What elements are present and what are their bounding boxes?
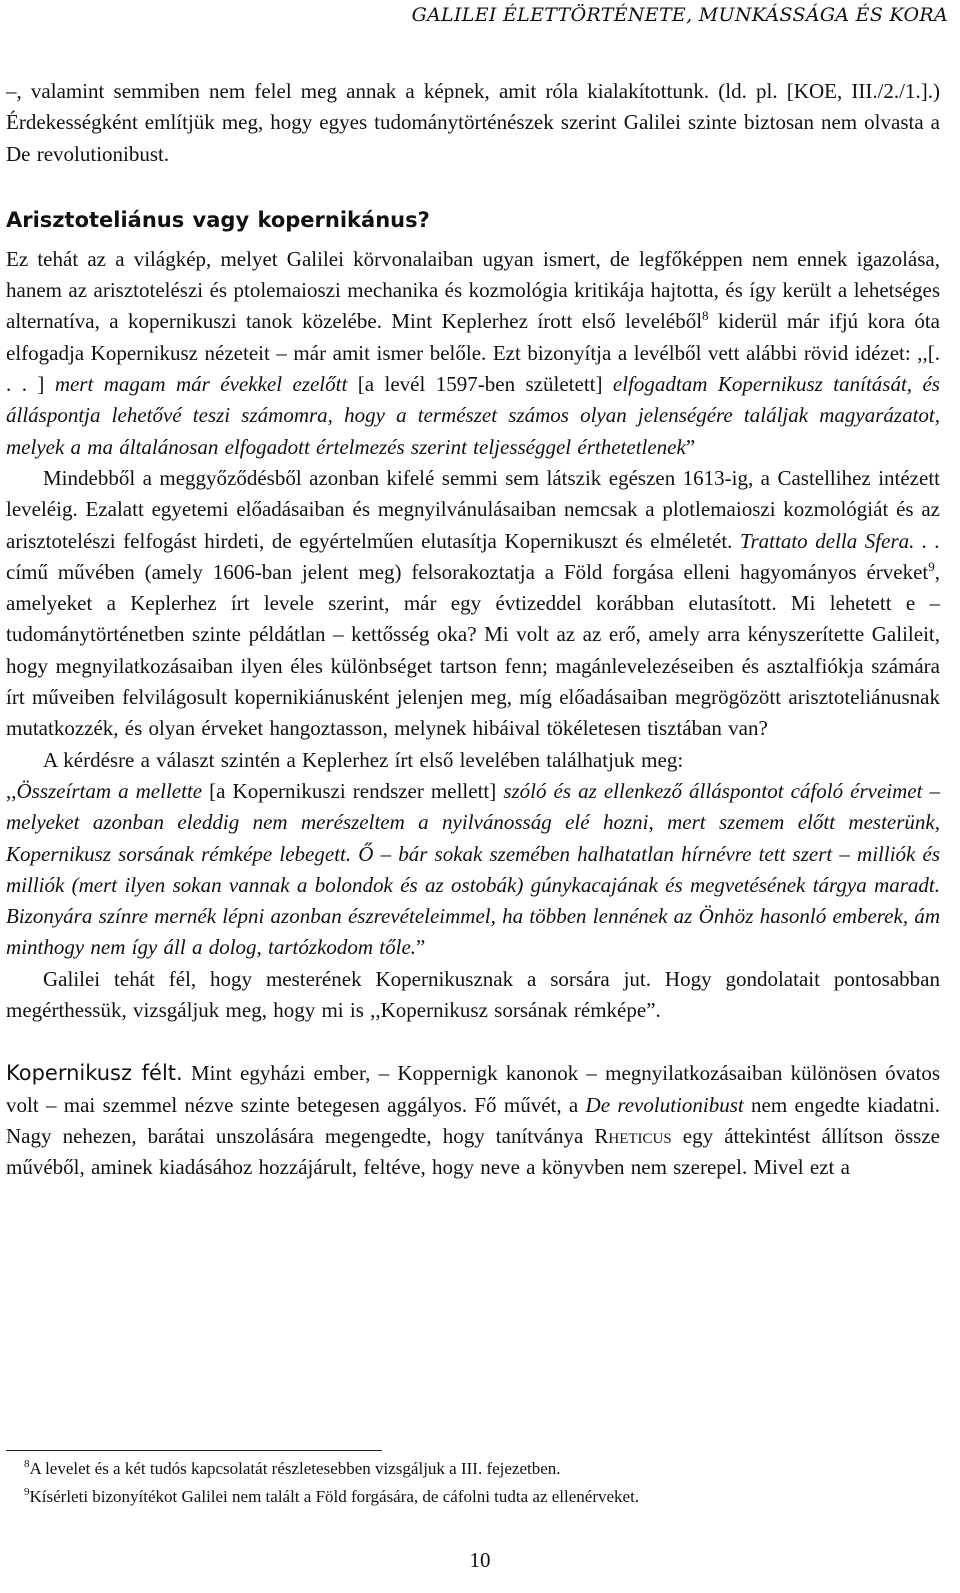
p3-text-b: című művében (amely 1606-ban jelent meg) felsorakoztatja a Föld forgása elleni hagyományos érveket bbox=[6, 559, 929, 584]
footnotes bbox=[24, 1455, 940, 1511]
footnote-ref-8[interactable]: 8 bbox=[702, 308, 709, 324]
section-heading: Arisztoteliánus vagy kopernikánus? bbox=[6, 207, 430, 232]
paragraph-3 bbox=[6, 463, 940, 745]
paragraph-gap bbox=[6, 1026, 940, 1058]
p2-quote-b: elfogadtam Kopernikusz tanítását, és álláspontja lehetővé teszi számomra, hogy a természet számos olyan jelenségére találjak magyarázatot, melyek a ma általánosan elfogadott értelmezés szerint teljességgel érthetetlenek bbox=[6, 372, 940, 459]
paragraph-1: –, valamint semmiben nem felel meg annak a képnek, amit róla kialakítottunk. (ld. pl. [KOE, III./2./1.].) Érdekességként említjük meg, hogy egyes tudománytörténészek szerint Galilei szinte biztosan nem olvasta a De revolutionibust. bbox=[6, 79, 940, 166]
p2-text-c: [a levél 1597-ben született] bbox=[347, 372, 613, 397]
p3-text-a: Mindebből a meggyőződésből azonban kifelé semmi sem látszik egészen 1613-ig, a Castellihez intézett leveléig. Ezalatt egyetemi előadásaiban és megnyilvánulásaiban nemcsak a plotlemaioszi kozmológiát és az arisztotelészi felfogást hirdeti, de egyértelműen elutasítja Kopernikuszt és elméletét. bbox=[6, 465, 940, 553]
page-number: 10 bbox=[469, 1548, 491, 1572]
paragraph-label: Kopernikusz félt. bbox=[6, 1061, 183, 1086]
footnote-text: A levelet és a két tudós kapcsolatát részletesebben vizsgáljuk a III. fejezetben. bbox=[29, 1459, 561, 1478]
footnote-9 bbox=[24, 1483, 940, 1511]
main-text bbox=[6, 76, 940, 1184]
quote-open: ,, bbox=[6, 778, 17, 803]
p2-text-a: Ez tehát az a világkép, melyet Galilei körvonalaiban ugyan ismert, de legfőképpen nem ennek igazolása, hanem az arisztotelészi és ptolemaioszi mechanika és kozmológia kritikája hajtotta, és így került a lehetséges alternatíva, a kopernikuszi tanok közelébe. Mint Keplerhez írott első leveléből bbox=[6, 246, 940, 334]
p6-work-title: De revolutionibust bbox=[585, 1092, 744, 1117]
quote-insert: [a Kopernikuszi rendszer mellett] bbox=[202, 778, 504, 803]
p6-name-rheticus: Rheticus bbox=[594, 1123, 672, 1148]
p6-text-a: Mint egyházi ember, – Koppernigk kanonok – megnyilatkozásaiban különösen óvatos volt – mai szemmel nézve szinte betegesen aggályos. Fő művét, a bbox=[6, 1061, 940, 1117]
p2-quote-a: mert magam már évekkel ezelőtt bbox=[54, 372, 348, 397]
footnote-rule bbox=[6, 1450, 382, 1451]
paragraph-2 bbox=[6, 244, 940, 463]
quote-part-a: Összeírtam a mellette bbox=[16, 778, 203, 803]
footnote-number: 9 bbox=[24, 1486, 30, 1498]
footnote-number: 8 bbox=[24, 1458, 30, 1470]
paragraph-4: A kérdésre a választ szintén a Keplerhez írt első levelében találhatjuk meg: bbox=[43, 747, 684, 772]
quote-paragraph bbox=[6, 776, 940, 964]
paragraph-6 bbox=[6, 1058, 940, 1183]
paragraph-5: Galilei tehát fél, hogy mesterének Kopernikusznak a sorsára jut. Hogy gondolatait pontosabban megérthessük, vizsgáljuk meg, hogy mi is ,,Kopernikusz sorsának rémképe”. bbox=[6, 966, 940, 1023]
p2-text-b: kiderül már ifjú kora óta elfogadja Kopernikusz nézeteit – már amit ismer belőle. Ezt bizonyítja a levélből vett alábbi rövid idézet: ,,[. . . ] bbox=[6, 309, 941, 397]
p3-work-title: Trattato della Sfera. . . bbox=[739, 528, 941, 553]
quote-close: ” bbox=[416, 935, 426, 960]
p6-text-c: egy áttekintést állítson össze művéből, aminek kiadásához hozzájárult, feltéve, hogy neve a könyvben nem szerepel. Mivel ezt a bbox=[6, 1123, 940, 1180]
footnote-text: Kísérleti bizonyítékot Galilei nem talált a Föld forgására, de cáfolni tudta az ellenérveket. bbox=[29, 1487, 640, 1506]
p6-text-b: nem engedte kiadatni. Nagy nehezen, barátai unszolására megengedte, hogy tanítványa bbox=[6, 1092, 941, 1148]
running-header: GALILEI ÉLETTÖRTÉNETE, MUNKÁSSÁGA ÉS KORA bbox=[411, 4, 948, 26]
footnote-ref-9[interactable]: 9 bbox=[928, 558, 935, 574]
footnote-8 bbox=[24, 1455, 940, 1483]
p3-text-c: , amelyeket a Keplerhez írt levele szerint, már egy évtizeddel korábban elutasított. Mi lehetett e – tudománytörténetben szinte példátlan – kettősség oka? Mi volt az az erő, amely arra kényszerítette Galileit, hogy megnyilatkozásaiban ilyen éles különbséget tartson fenn; magánlevelezéseiben és asztalfiókja számára írt műveiben felvilágosult kopernikiánusként jelenjen meg, míg előadásaiban megrögözött arisztoteliánusnak mutatkozzék, és olyan érveket hangoztasson, melynek hibáival tökéletesen tisztában van? bbox=[6, 559, 940, 741]
quote-part-b: szóló és az ellenkező álláspontot cáfoló érveimet – melyeket azonban eleddig nem merészeltem a nyilvánosság elé hozni, mert szemem előtt mesterünk, Kopernikusz sorsának rémképe lebegett. Ő – bár sokak szemében halhatatlan hírnévre tett szert – milliók és milliók (mert ilyen sokan vannak a bolondok és az ostobák) gúnykacajának és megvetésének tárgya maradt. Bizonyára színre mernék lépni azonban észrevételeimmel, ha többen lennének az Önhöz hasonló emberek, ám minthogy nem így áll a dolog, tartózkodom tőle. bbox=[6, 778, 941, 960]
p2-quote-close: ” bbox=[685, 434, 696, 459]
